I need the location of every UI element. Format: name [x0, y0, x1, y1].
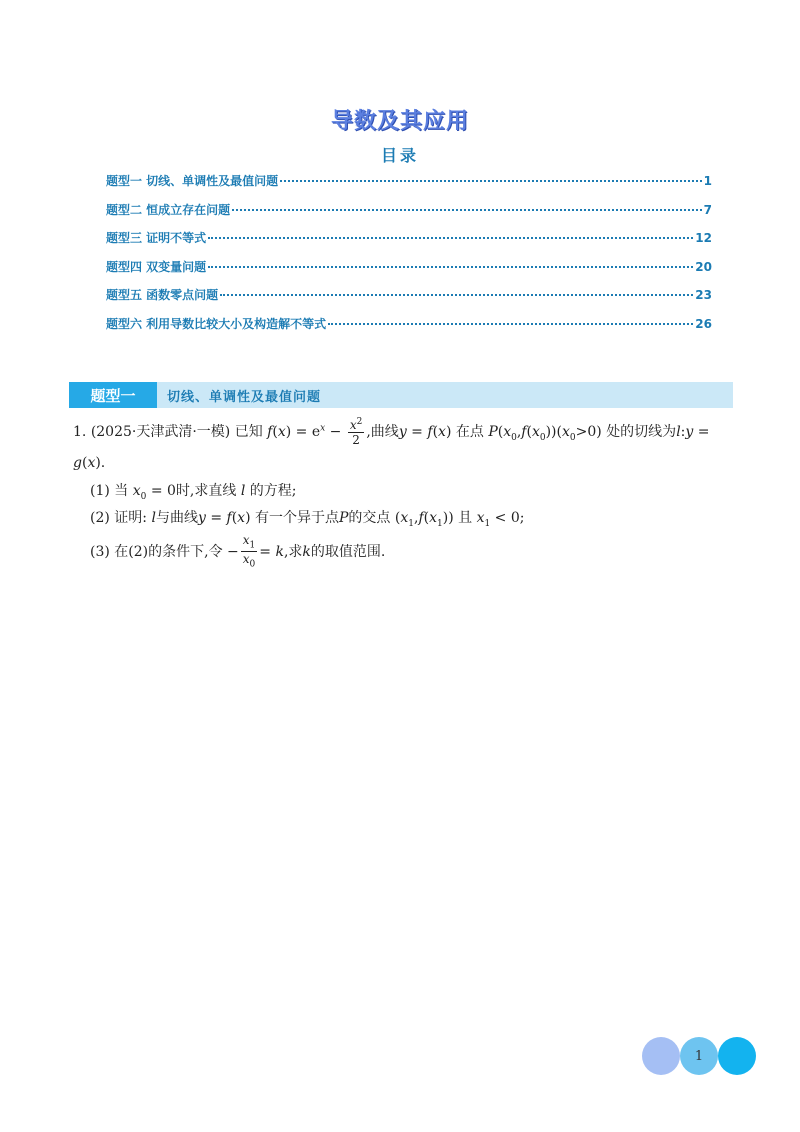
- toc-entry-page: 12: [695, 231, 712, 246]
- toc-entry-page: 23: [695, 288, 712, 303]
- table-of-contents: [106, 172, 712, 344]
- section-header-bar: [69, 382, 733, 408]
- page-number: 1: [680, 1037, 718, 1075]
- toc-leader-dots: [280, 180, 701, 182]
- toc-entry-label: 题型五 函数零点问题: [106, 288, 219, 303]
- part-text: 有一个异于点: [255, 510, 339, 526]
- section-name: 切线、单调性及最值问题: [167, 389, 322, 405]
- problem-number: 1.: [73, 424, 87, 440]
- toc-entry-page: 7: [703, 202, 712, 217]
- toc-entry[interactable]: [106, 229, 712, 258]
- part-text: 且: [458, 510, 473, 526]
- part-text: 当: [114, 483, 129, 499]
- fraction-x2-over-2: $\frac{x^2}{2}$: [349, 417, 363, 447]
- toc-entry-label: 题型一 切线、单调性及最值问题: [106, 174, 279, 188]
- problem-part-3: (3) 在(2)的条件下,令 − $\frac{x_1}{x_0}$ = k,求k的取值范围.: [90, 533, 386, 570]
- toc-entry-page: 1: [703, 174, 712, 188]
- decorative-circle: [718, 1037, 756, 1075]
- toc-heading: 目录: [380, 146, 419, 165]
- curve-text: ,曲线: [366, 424, 399, 440]
- part-label: (2): [90, 510, 110, 526]
- section-tag: 题型一: [69, 382, 157, 408]
- part-text: 与曲线: [155, 510, 198, 526]
- part-text: 证明:: [114, 510, 148, 526]
- part-text: 时,求直线: [175, 483, 237, 499]
- formula-fx: f: [267, 424, 273, 440]
- problem-source: (2025·天津武清·一模): [90, 424, 231, 440]
- toc-entry[interactable]: [106, 286, 712, 315]
- document-title: 导数及其应用: [330, 109, 469, 134]
- toc-leader-dots: [208, 266, 693, 268]
- problem-part-2: (2) 证明: l与曲线y = f(x) 有一个异于点P的交点 $(x_1,f(x_1))$ 且 $x_1 < 0$;: [90, 510, 525, 529]
- toc-entry-label: 题型二 恒成立存在问题: [106, 202, 231, 217]
- toc-entry[interactable]: [106, 258, 712, 287]
- part-text: 的交点: [348, 510, 391, 526]
- problem-line-2: g(x).: [73, 455, 106, 471]
- toc-entry[interactable]: [106, 172, 712, 201]
- toc-entry-label: 题型四 双变量问题: [106, 259, 207, 274]
- at-point-text: 在点: [455, 424, 484, 440]
- page-number-badge: [640, 1037, 760, 1075]
- toc-entry[interactable]: [106, 315, 712, 344]
- problem-part-1: (1) 当 $x_0 = 0$时,求直线 l 的方程;: [90, 483, 297, 502]
- problem-line-1: 1. (2025·天津武清·一模) 已知 $f(x) = e^x$ − $\frac{x^2}{2}$ ,曲线y = f(x) 在点 $P(x_0,f(x_0))(x_0>0)$ 处的切线为l:y =: [73, 417, 710, 447]
- toc-leader-dots: [208, 237, 693, 239]
- part-text: ,求: [283, 543, 303, 560]
- part-text: 的取值范围.: [310, 543, 386, 560]
- toc-leader-dots: [232, 209, 701, 211]
- fraction-x1-over-x0: $\frac{x_1}{x_0}$: [242, 533, 256, 570]
- toc-entry[interactable]: [106, 201, 712, 230]
- toc-entry-page: 26: [695, 316, 712, 331]
- part-text: 的方程;: [249, 483, 297, 499]
- decorative-circle: [642, 1037, 680, 1075]
- tangent-text: 处的切线为: [606, 424, 677, 440]
- part-label: (3): [90, 543, 110, 560]
- toc-leader-dots: [328, 323, 693, 325]
- toc-leader-dots: [220, 294, 693, 296]
- toc-entry-page: 20: [695, 259, 712, 274]
- toc-entry-label: 题型三 证明不等式: [106, 231, 207, 246]
- toc-entry-label: 题型六 利用导数比较大小及构造解不等式: [106, 316, 327, 331]
- problem-intro: 已知: [234, 424, 263, 440]
- part-text: 在(2)的条件下,令: [114, 543, 223, 560]
- part-label: (1): [90, 483, 110, 499]
